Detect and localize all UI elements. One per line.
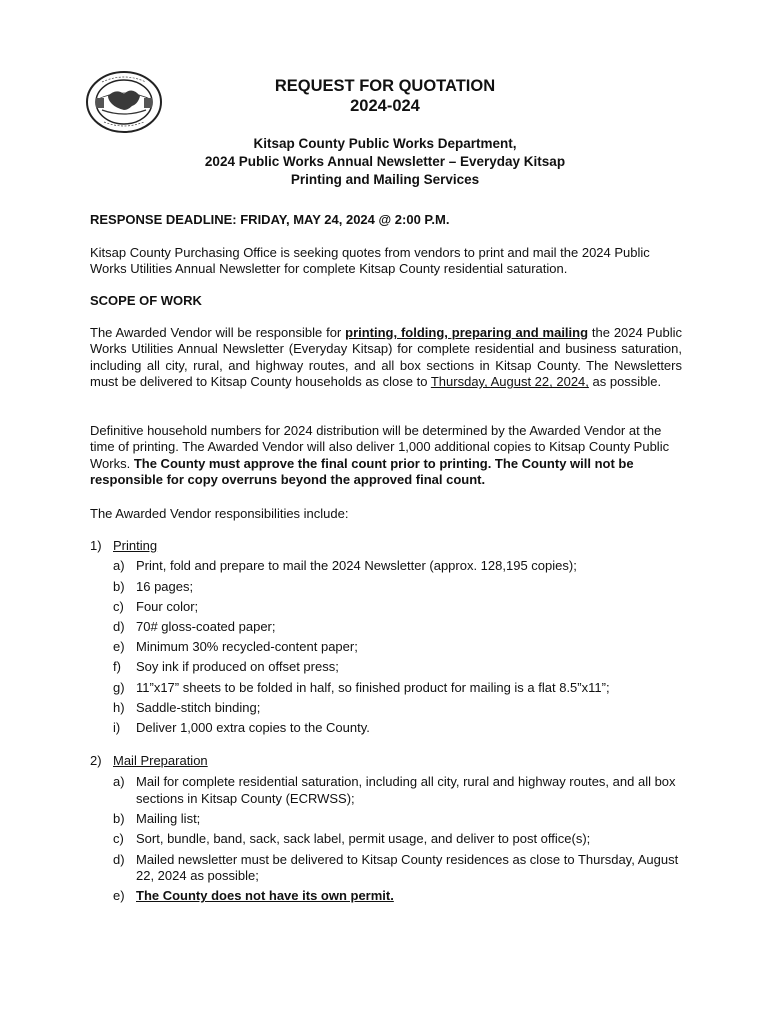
section-title-printing: Printing [113,538,158,553]
item-text: 11”x17” sheets to be folded in half, so finished product for mailing is a flat 8.5”x11”; [136,679,610,695]
item-text: Print, fold and prepare to mail the 2024 Newsletter (approx. 128,195 copies); [136,558,577,574]
printing-section [90,538,690,738]
item-text: Deliver 1,000 extra copies to the County. [136,720,370,736]
intro-paragraph: Kitsap County Purchasing Office is seeking quotes from vendors to print and mail the 2024 Public Works Utilities Annual Newsletter for complete Kitsap County residential saturation. [90,245,650,277]
scope-text-3: as possible. [588,374,662,390]
list-item [90,852,690,885]
item-letter: d) [113,851,125,867]
item-letter: f) [113,659,121,675]
mail-preparation-section [90,753,690,907]
scope-text-1: The Awarded Vendor will be responsible for [90,325,346,340]
item-letter: h) [113,699,125,715]
item-letter: c) [113,831,124,847]
item-text: 16 pages; [136,578,194,594]
scope-text-2: the 2024 Public Works Utilities Annual Newsletter (Everyday Kitsap) for complete residential and business saturation, including all city, rural, and highway routes, and all box sections in Kitsap County. The Newsletters must be delivered to Kitsap County households as close to [90,325,683,390]
list-heading [90,538,690,554]
list-number: 2) [90,753,102,768]
item-text: Minimum 30% recycled-content paper; [136,639,358,655]
item-text: Mail for complete residential saturation, including all city, rural and highway routes, and all box sections in Kitsap County (ECRWSS); [136,774,676,806]
response-deadline: RESPONSE DEADLINE: FRIDAY, MAY 24, 2024 @ 2:00 P.M. [90,212,450,227]
item-letter: c) [113,598,124,614]
list-item [90,597,690,617]
list-number: 1) [90,538,102,553]
list-item [90,718,690,738]
subtitle-line-3: Printing and Mailing Services [290,172,480,187]
item-text: Mailing list; [136,811,201,827]
list-item [90,698,690,718]
delivery-date: Thursday, August 22, 2024, [430,374,589,390]
count-approval-note: The County must approve the final count prior to printing. The County will not be responsible for copy overruns beyond the approved final count. [90,455,634,488]
item-letter: e) [113,639,125,655]
list-item [90,577,690,597]
list-item [90,556,690,576]
item-letter: b) [113,578,125,594]
list-item [90,774,690,807]
rfq-number: 2024-024 [350,97,420,115]
scope-heading: SCOPE OF WORK [90,293,202,308]
list-item [90,809,690,829]
list-item [90,617,690,637]
item-text: Sort, bundle, band, sack, sack label, permit usage, and deliver to post office(s); [136,831,591,847]
item-text: Soy ink if produced on offset press; [136,659,339,675]
item-text: 70# gloss-coated paper; [136,619,276,635]
no-permit-note: The County does not have its own permit. [136,888,394,904]
item-letter: g) [113,679,125,695]
item-letter: a) [113,774,125,790]
subtitle-line-2: 2024 Public Works Annual Newsletter – Everyday Kitsap [204,154,566,169]
item-letter: a) [113,558,125,574]
list-item [90,678,690,698]
scope-emphasis: printing, folding, preparing and mailing [345,325,589,340]
item-text: Four color; [136,598,199,614]
document-title: REQUEST FOR QUOTATION [274,77,496,95]
count-text: Definitive household numbers for 2024 distribution will be determined by the Awarded Vendor at the time of printing. The Awarded Vendor will also deliver 1,000 additional copies to Kitsap County Public Works. [90,423,670,471]
responsibilities-intro: The Awarded Vendor responsibilities include: [90,506,349,521]
list-item [90,657,690,677]
list-item [90,637,690,657]
item-letter: d) [113,619,125,635]
section-title-mail-preparation: Mail Preparation [113,753,208,768]
item-letter: e) [113,888,125,904]
subtitle-line-1: Kitsap County Public Works Department, [253,136,517,151]
scope-paragraph [90,325,682,391]
item-letter: i) [113,720,121,736]
item-text: Mailed newsletter must be delivered to Kitsap County residences as close to Thursday, August 22, 2024 as possible; [136,851,679,884]
item-letter: b) [113,811,125,827]
item-text: Saddle-stitch binding; [136,699,261,715]
list-item [90,886,690,906]
count-paragraph [90,423,682,489]
list-item [90,829,690,849]
list-heading [90,753,690,769]
